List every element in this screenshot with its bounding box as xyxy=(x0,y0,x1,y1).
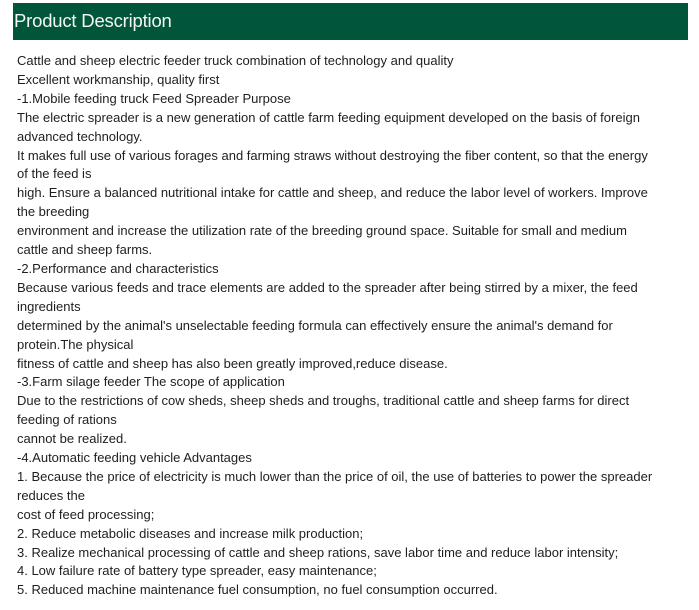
section-heading-advantages: -4.Automatic feeding vehicle Advantages xyxy=(17,450,252,466)
section-heading-performance: -2.Performance and characteristics xyxy=(17,260,219,276)
description-line: advanced technology. xyxy=(17,128,143,144)
description-line: high. Ensure a balanced nutritional intake for cattle and sheep, and reduce the labor level of workers. Improve xyxy=(17,185,648,201)
description-line: Due to the restrictions of cow sheds, sheep sheds and troughs, traditional cattle and sheep farms for direct xyxy=(17,393,630,409)
description-line: Because various feeds and trace elements are added to the spreader after being stirred by a mixer, the feed xyxy=(17,279,638,295)
description-line: ingredients xyxy=(17,298,81,314)
description-line: protein.The physical xyxy=(17,336,134,352)
product-description-header xyxy=(13,3,688,40)
description-line: cannot be realized. xyxy=(17,431,127,447)
description-line: cost of feed processing; xyxy=(17,506,155,522)
description-line: cattle and sheep farms. xyxy=(17,242,153,258)
advantage-item: 5. Reduced machine maintenance fuel consumption, no fuel consumption occurred. xyxy=(17,582,498,598)
advantage-item: 4. Low failure rate of battery type spreader, easy maintenance; xyxy=(17,563,377,579)
description-line: of the feed is xyxy=(17,166,92,182)
description-line: It makes full use of various forages and farming straws without destroying the fiber content, so that the energy xyxy=(17,147,648,163)
description-line: environment and increase the utilization rate of the breeding ground space. Suitable for small and medium xyxy=(17,223,627,239)
section-heading-scope: -3.Farm silage feeder The scope of application xyxy=(17,374,285,390)
advantage-item: 1. Because the price of electricity is much lower than the price of oil, the use of batteries to power the spreader xyxy=(17,468,653,484)
description-line: Cattle and sheep electric feeder truck combination of technology and quality xyxy=(17,53,454,68)
description-line: fitness of cattle and sheep has also been greatly improved,reduce disease. xyxy=(17,355,448,371)
product-description-body xyxy=(17,52,692,600)
description-line: The electric spreader is a new generation of cattle farm feeding equipment developed on the basis of foreign xyxy=(17,109,640,125)
section-title: Product Description xyxy=(14,10,172,32)
advantage-item: 3. Realize mechanical processing of cattle and sheep rations, save labor time and reduce labor intensity; xyxy=(17,544,619,560)
description-line: reduces the xyxy=(17,487,85,503)
description-line: feeding of rations xyxy=(17,412,117,428)
advantage-item: 2. Reduce metabolic diseases and increase milk production; xyxy=(17,525,364,541)
description-line: determined by the animal's unselectable feeding formula can effectively ensure the animal's demand for xyxy=(17,317,613,333)
description-line: Excellent workmanship, quality first xyxy=(17,71,220,87)
description-line: the breeding xyxy=(17,204,90,220)
section-heading-purpose: -1.Mobile feeding truck Feed Spreader Purpose xyxy=(17,90,291,106)
